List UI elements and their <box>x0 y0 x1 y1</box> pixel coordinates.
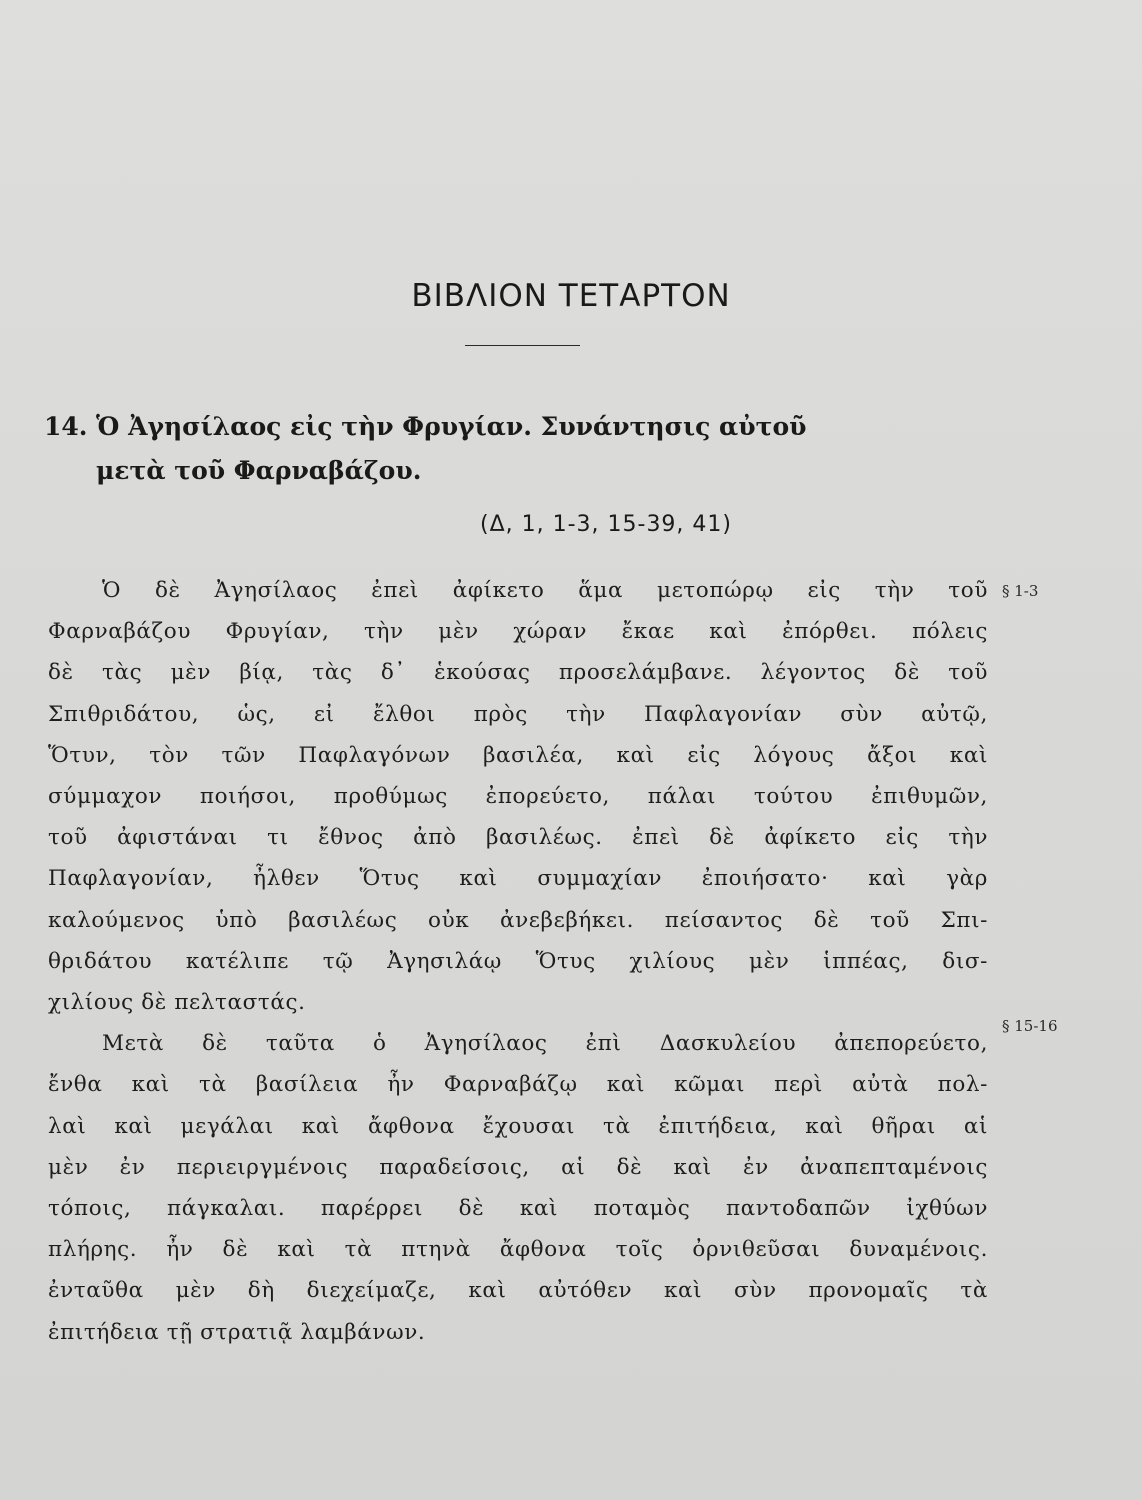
text-line: μὲν ἐν περιειργμένοις παραδείσοις, αἱ δὲ καὶ ἐν ἀναπεπταμένοις <box>48 1154 988 1180</box>
text-line: Σπιθριδάτου, ὡς, εἰ ἔλθοι πρὸς τὴν Παφλαγονίαν σὺν αὐτῷ, <box>48 701 988 727</box>
text-line: χιλίους δὲ πελταστάς. <box>48 990 306 1016</box>
section-number: 14. <box>44 412 88 441</box>
paragraph-2 <box>48 1023 988 1353</box>
section-heading-line-2: μετὰ τοῦ Φαρναβάζου. <box>96 456 422 485</box>
marginal-note-paragraph-1: § 1-3 <box>1002 582 1039 600</box>
section-heading <box>44 405 994 493</box>
text-line: Παφλαγονίαν, ἦλθεν Ὅτυς καὶ συμμαχίαν ἐποιήσατο· καὶ γὰρ <box>48 866 988 892</box>
text-line: καλούμενος ὑπὸ βασιλέως οὐκ ἀνεβεβήκει. πείσαντος δὲ τοῦ Σπι- <box>48 907 988 933</box>
text-line: ἔνθα καὶ τὰ βασίλεια ἦν Φαρναβάζῳ καὶ κῶμαι περὶ αὐτὰ πολ- <box>48 1072 988 1098</box>
text-line: τοῦ ἀφιστάναι τι ἔθνος ἀπὸ βασιλέως. ἐπεὶ δὲ ἀφίκετο εἰς τὴν <box>48 825 988 851</box>
text-line: σύμμαχον ποιήσοι, προθύμως ἐπορεύετο, πάλαι τούτου ἐπιθυμῶν, <box>48 784 988 810</box>
paragraph-1 <box>48 570 988 1023</box>
text-line: ἐνταῦθα μὲν δὴ διεχείμαζε, καὶ αὐτόθεν καὶ σὺν προνομαῖς τὰ <box>48 1278 988 1304</box>
text-line: πλήρης. ἦν δὲ καὶ τὰ πτηνὰ ἄφθονα τοῖς ὀρνιθεῦσαι δυναμένοις. <box>48 1237 988 1263</box>
body-text <box>48 570 988 1353</box>
marginal-note-paragraph-2: § 15-16 <box>1002 1017 1058 1035</box>
text-line: Φαρναβάζου Φρυγίαν, τὴν μὲν χώραν ἔκαε καὶ ἐπόρθει. πόλεις <box>48 619 988 645</box>
source-reference <box>0 512 1142 537</box>
text-line: δὲ τὰς μὲν βίᾳ, τὰς δ᾽ ἑκούσας προσελάμβανε. λέγοντος δὲ τοῦ <box>48 660 988 686</box>
source-reference-text: (Δ, 1, 1-3, 15-39, 41) <box>479 512 732 537</box>
title-divider <box>465 345 580 346</box>
section-heading-line-1: Ὁ Ἀγησίλαος εἰς τὴν Φρυγίαν. Συνάντησις αὐτοῦ <box>96 412 807 441</box>
text-line: Ὁ δὲ Ἀγησίλαος ἐπεὶ ἀφίκετο ἅμα μετοπώρῳ εἰς τὴν τοῦ <box>102 578 988 603</box>
text-line: ἐπιτήδεια τῇ στρατιᾷ λαμβάνων. <box>48 1319 426 1345</box>
text-line: Ὅτυν, τὸν τῶν Παφλαγόνων βασιλέα, καὶ εἰς λόγους ἄξοι καὶ <box>48 742 988 768</box>
text-line: θριδάτου κατέλιπε τῷ Ἀγησιλάῳ Ὅτυς χιλίους μὲν ἱππέας, δισ- <box>48 948 988 974</box>
book-title: ΒΙΒΛΙΟΝ ΤΕΤΑΡΤΟΝ <box>411 278 731 314</box>
text-line: λαὶ καὶ μεγάλαι καὶ ἄφθονα ἔχουσαι τὰ ἐπιτήδεια, καὶ θῆραι αἱ <box>48 1113 988 1139</box>
text-line: τόποις, πάγκαλαι. παρέρρει δὲ καὶ ποταμὸς παντοδαπῶν ἰχθύων <box>48 1196 988 1222</box>
text-line: Μετὰ δὲ ταῦτα ὁ Ἀγησίλαος ἐπὶ Δασκυλείου ἀπεπορεύετο, <box>102 1031 988 1057</box>
